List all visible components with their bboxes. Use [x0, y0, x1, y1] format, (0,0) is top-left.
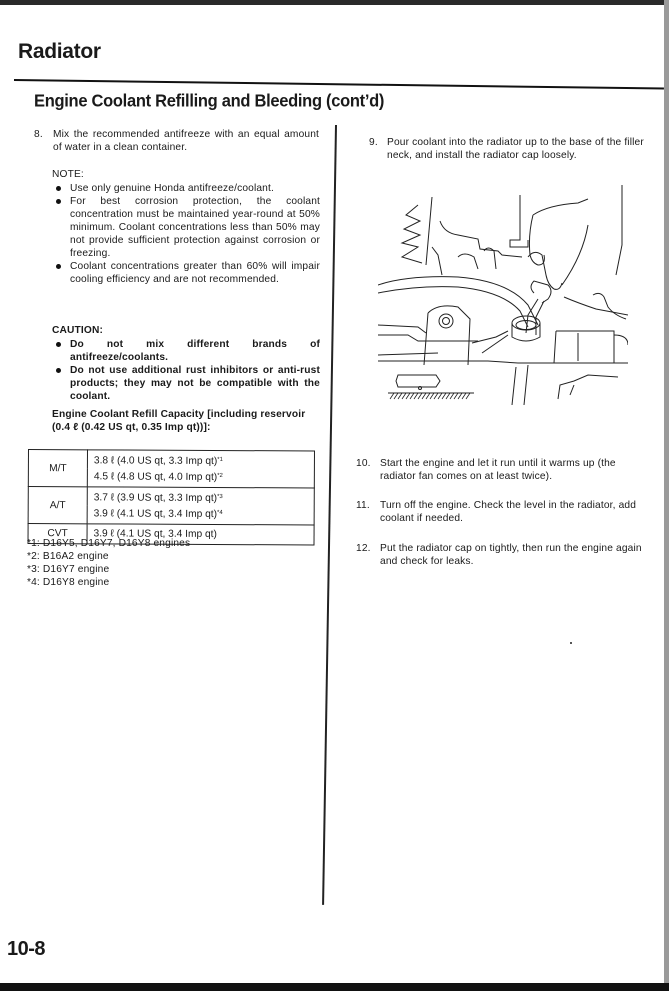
- transmission-type: M/T: [28, 450, 87, 487]
- capacity-value: 3.7 ℓ (3.9 US qt, 3.3 Imp qt)$^{*3}$: [87, 487, 314, 507]
- transmission-type: CVT: [28, 524, 87, 544]
- footnotes: [27, 537, 307, 589]
- capacity-value: 4.5 ℓ (4.8 US qt, 4.0 Imp qt)$^{*2}$: [87, 468, 314, 488]
- footnote: *3: D16Y7 engine: [27, 564, 110, 575]
- top-scan-border: [0, 0, 669, 5]
- step-number: 9.: [369, 137, 378, 148]
- column-divider: [322, 125, 336, 905]
- step-number: 11.: [356, 500, 370, 511]
- caution-label: CAUTION:: [52, 325, 103, 336]
- capacity-title: Engine Coolant Refill Capacity [including reservoir (0.4 ℓ (0.42 US qt, 0.35 Imp qt))]:: [52, 409, 306, 433]
- step-text: Mix the recommended antifreeze with an equal amount of water in a clean container.: [53, 129, 319, 153]
- radiator-filling-illustration: [378, 185, 628, 405]
- note-item: Coolant concentrations greater than 60% will impair cooling efficiency and are not recommended.: [55, 260, 320, 286]
- section-title: Radiator: [18, 40, 101, 63]
- step-text: Turn off the engine. Check the level in the radiator, add coolant if needed.: [380, 500, 637, 524]
- footnote: *2: B16A2 engine: [27, 551, 109, 562]
- procedure-subtitle: Engine Coolant Refilling and Bleeding (cont’d): [34, 91, 385, 111]
- step-number: 10.: [356, 458, 371, 469]
- note-item: Use only genuine Honda antifreeze/coolant.: [55, 182, 320, 195]
- capacity-table: [28, 449, 315, 546]
- step-text: Put the radiator cap on tightly, then run the engine again and check for leaks.: [380, 543, 642, 567]
- scan-speck: [570, 642, 572, 644]
- footnote: *4: D16Y8 engine: [27, 577, 110, 588]
- capacity-value: 3.8 ℓ (4.0 US qt, 3.3 Imp qt)$^{*1}$: [87, 450, 314, 470]
- step-text: Start the engine and let it run until it warms up (the radiator fan comes on at least twice).: [380, 458, 616, 482]
- capacity-value: 3.9 ℓ (4.1 US qt, 3.4 Imp qt)$^{*4}$: [87, 505, 314, 525]
- note-list: [55, 182, 320, 286]
- footnote: *1: D16Y5, D16Y7, D16Y8 engines: [27, 538, 191, 549]
- table-row: [28, 487, 314, 507]
- step-text: Pour coolant into the radiator up to the base of the filler neck, and install the radiator cap loosely.: [387, 137, 644, 161]
- caution-item: Do not mix different brands of antifreeze/coolants.: [55, 338, 320, 364]
- transmission-type: A/T: [28, 487, 87, 524]
- step-number: 12.: [356, 543, 371, 554]
- note-label: NOTE:: [52, 169, 84, 180]
- capacity-value: 3.9 ℓ (4.1 US qt, 3.4 Imp qt): [87, 524, 314, 545]
- engine-bay-drawing: [378, 185, 628, 405]
- table-row: [28, 450, 314, 470]
- page-number: 10-8: [7, 938, 46, 960]
- caution-list: [55, 338, 320, 403]
- caution-item: Do not use additional rust inhibitors or anti-rust products; they may not be compatible with the coolant.: [55, 364, 320, 403]
- note-item: For best corrosion protection, the coolant concentration must be maintained year-round at 50% minimum. Coolant concentrations less than 50% may not provide sufficient protection against corrosion or freezing.: [55, 195, 320, 260]
- right-scan-edge: [664, 0, 669, 991]
- bottom-scan-border: [0, 983, 669, 991]
- title-divider: [14, 79, 664, 90]
- step-number: 8.: [34, 129, 43, 140]
